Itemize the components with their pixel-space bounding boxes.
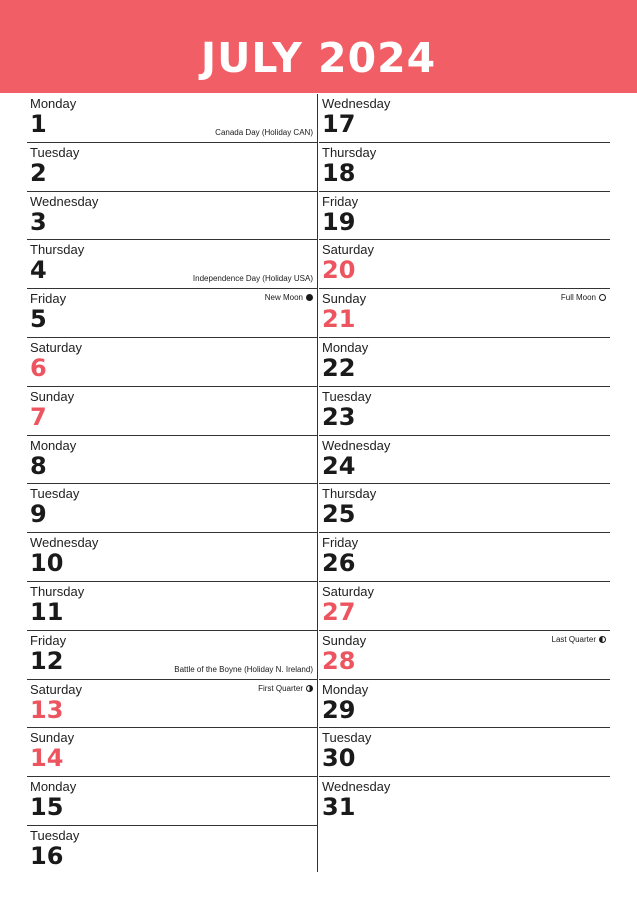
day-cell xyxy=(319,631,610,680)
new-moon-icon xyxy=(306,294,313,301)
day-number: 7 xyxy=(30,402,47,431)
weekday-label: Friday xyxy=(30,632,67,648)
moon-phase-note xyxy=(561,294,606,302)
day-cell xyxy=(27,387,317,436)
weekday-label: Wednesday xyxy=(322,437,391,453)
day-number: 29 xyxy=(322,695,356,724)
day-cell xyxy=(319,192,610,241)
days-column-left xyxy=(27,94,317,874)
day-cell xyxy=(27,680,317,729)
day-cell xyxy=(27,94,317,143)
day-cell xyxy=(27,338,317,387)
day-cell xyxy=(319,387,610,436)
weekday-label: Monday xyxy=(30,96,77,111)
day-cell xyxy=(27,436,317,485)
day-number: 9 xyxy=(30,500,47,529)
note-text: New Moon xyxy=(264,293,303,303)
day-cell xyxy=(27,192,317,241)
holiday-note xyxy=(215,129,313,137)
day-cell xyxy=(319,436,610,485)
day-number: 2 xyxy=(30,158,47,187)
holiday-note xyxy=(174,666,313,674)
day-cell xyxy=(27,777,317,826)
weekday-label: Wednesday xyxy=(322,779,391,795)
day-number: 4 xyxy=(30,256,47,285)
day-number: 28 xyxy=(322,646,356,675)
weekday-label: Monday xyxy=(322,339,369,355)
day-number: 24 xyxy=(322,451,356,480)
weekday-label: Tuesday xyxy=(322,730,372,746)
month-header xyxy=(0,0,637,93)
day-number: 26 xyxy=(322,549,356,578)
weekday-label: Thursday xyxy=(30,242,85,258)
day-cell xyxy=(319,94,610,143)
day-number: 5 xyxy=(30,305,47,334)
weekday-label: Wednesday xyxy=(322,96,391,111)
last-quarter-moon-icon xyxy=(599,636,606,643)
day-number: 3 xyxy=(30,207,47,236)
day-cell xyxy=(319,777,610,825)
weekday-label: Tuesday xyxy=(30,827,80,843)
day-number: 22 xyxy=(322,353,356,382)
day-cell xyxy=(319,143,610,192)
weekday-label: Sunday xyxy=(322,632,367,648)
day-number: 17 xyxy=(322,110,356,138)
weekday-label: Saturday xyxy=(322,583,375,599)
note-text: Full Moon xyxy=(560,293,596,303)
note-text: First Quarter xyxy=(258,683,303,693)
day-cell xyxy=(27,143,317,192)
weekday-label: Wednesday xyxy=(30,193,99,209)
day-cell xyxy=(27,240,317,289)
weekday-label: Sunday xyxy=(30,730,75,746)
day-number: 16 xyxy=(30,841,64,870)
day-number: 23 xyxy=(322,402,356,431)
day-number: 1 xyxy=(30,110,47,138)
day-number: 21 xyxy=(322,305,356,334)
weekday-label: Sunday xyxy=(322,291,367,307)
weekday-label: Thursday xyxy=(322,144,377,160)
day-cell xyxy=(27,728,317,777)
day-cell xyxy=(319,240,610,289)
day-number: 11 xyxy=(30,597,64,626)
weekday-label: Saturday xyxy=(322,242,375,258)
day-cell xyxy=(27,826,317,874)
days-column-right xyxy=(319,94,609,825)
day-number: 19 xyxy=(322,207,356,236)
day-cell xyxy=(27,582,317,631)
moon-phase-note xyxy=(552,636,606,644)
moon-phase-note xyxy=(265,294,313,302)
note-text: Last Quarter xyxy=(551,634,596,644)
day-cell xyxy=(319,338,610,387)
weekday-label: Tuesday xyxy=(322,388,372,404)
weekday-label: Saturday xyxy=(30,339,83,355)
first-quarter-moon-icon xyxy=(306,685,313,692)
note-text: Battle of the Boyne (Holiday N. Ireland) xyxy=(174,664,313,674)
weekday-label: Monday xyxy=(322,681,369,697)
weekday-label: Thursday xyxy=(322,486,377,502)
day-number: 31 xyxy=(322,793,356,822)
day-cell xyxy=(319,680,610,729)
column-divider xyxy=(317,94,318,872)
day-cell xyxy=(27,484,317,533)
day-number: 15 xyxy=(30,793,64,822)
day-cell xyxy=(27,533,317,582)
day-number: 6 xyxy=(30,353,47,382)
day-number: 13 xyxy=(30,695,64,724)
day-number: 30 xyxy=(322,744,356,773)
day-number: 8 xyxy=(30,451,47,480)
weekday-label: Monday xyxy=(30,437,77,453)
month-title: JULY 2024 xyxy=(200,34,437,82)
day-cell xyxy=(319,728,610,777)
weekday-label: Friday xyxy=(30,291,67,307)
day-number: 10 xyxy=(30,549,64,578)
note-text: Independence Day (Holiday USA) xyxy=(192,274,313,284)
weekday-label: Friday xyxy=(322,535,359,551)
day-cell xyxy=(319,533,610,582)
moon-phase-note xyxy=(258,685,313,693)
day-number: 14 xyxy=(30,744,64,773)
day-cell xyxy=(319,582,610,631)
weekday-label: Tuesday xyxy=(30,144,80,160)
weekday-label: Monday xyxy=(30,779,77,795)
day-cell xyxy=(319,484,610,533)
day-cell xyxy=(319,289,610,338)
weekday-label: Sunday xyxy=(30,388,75,404)
note-text: Canada Day (Holiday CAN) xyxy=(215,127,313,137)
weekday-label: Wednesday xyxy=(30,535,99,551)
day-number: 25 xyxy=(322,500,356,529)
day-number: 27 xyxy=(322,597,356,626)
holiday-note xyxy=(193,275,313,283)
full-moon-icon xyxy=(599,294,606,301)
weekday-label: Thursday xyxy=(30,583,85,599)
day-number: 20 xyxy=(322,256,356,285)
day-number: 12 xyxy=(30,646,64,675)
weekday-label: Saturday xyxy=(30,681,83,697)
weekday-label: Friday xyxy=(322,193,359,209)
day-cell xyxy=(27,631,317,680)
weekday-label: Tuesday xyxy=(30,486,80,502)
day-cell xyxy=(27,289,317,338)
day-number: 18 xyxy=(322,158,356,187)
